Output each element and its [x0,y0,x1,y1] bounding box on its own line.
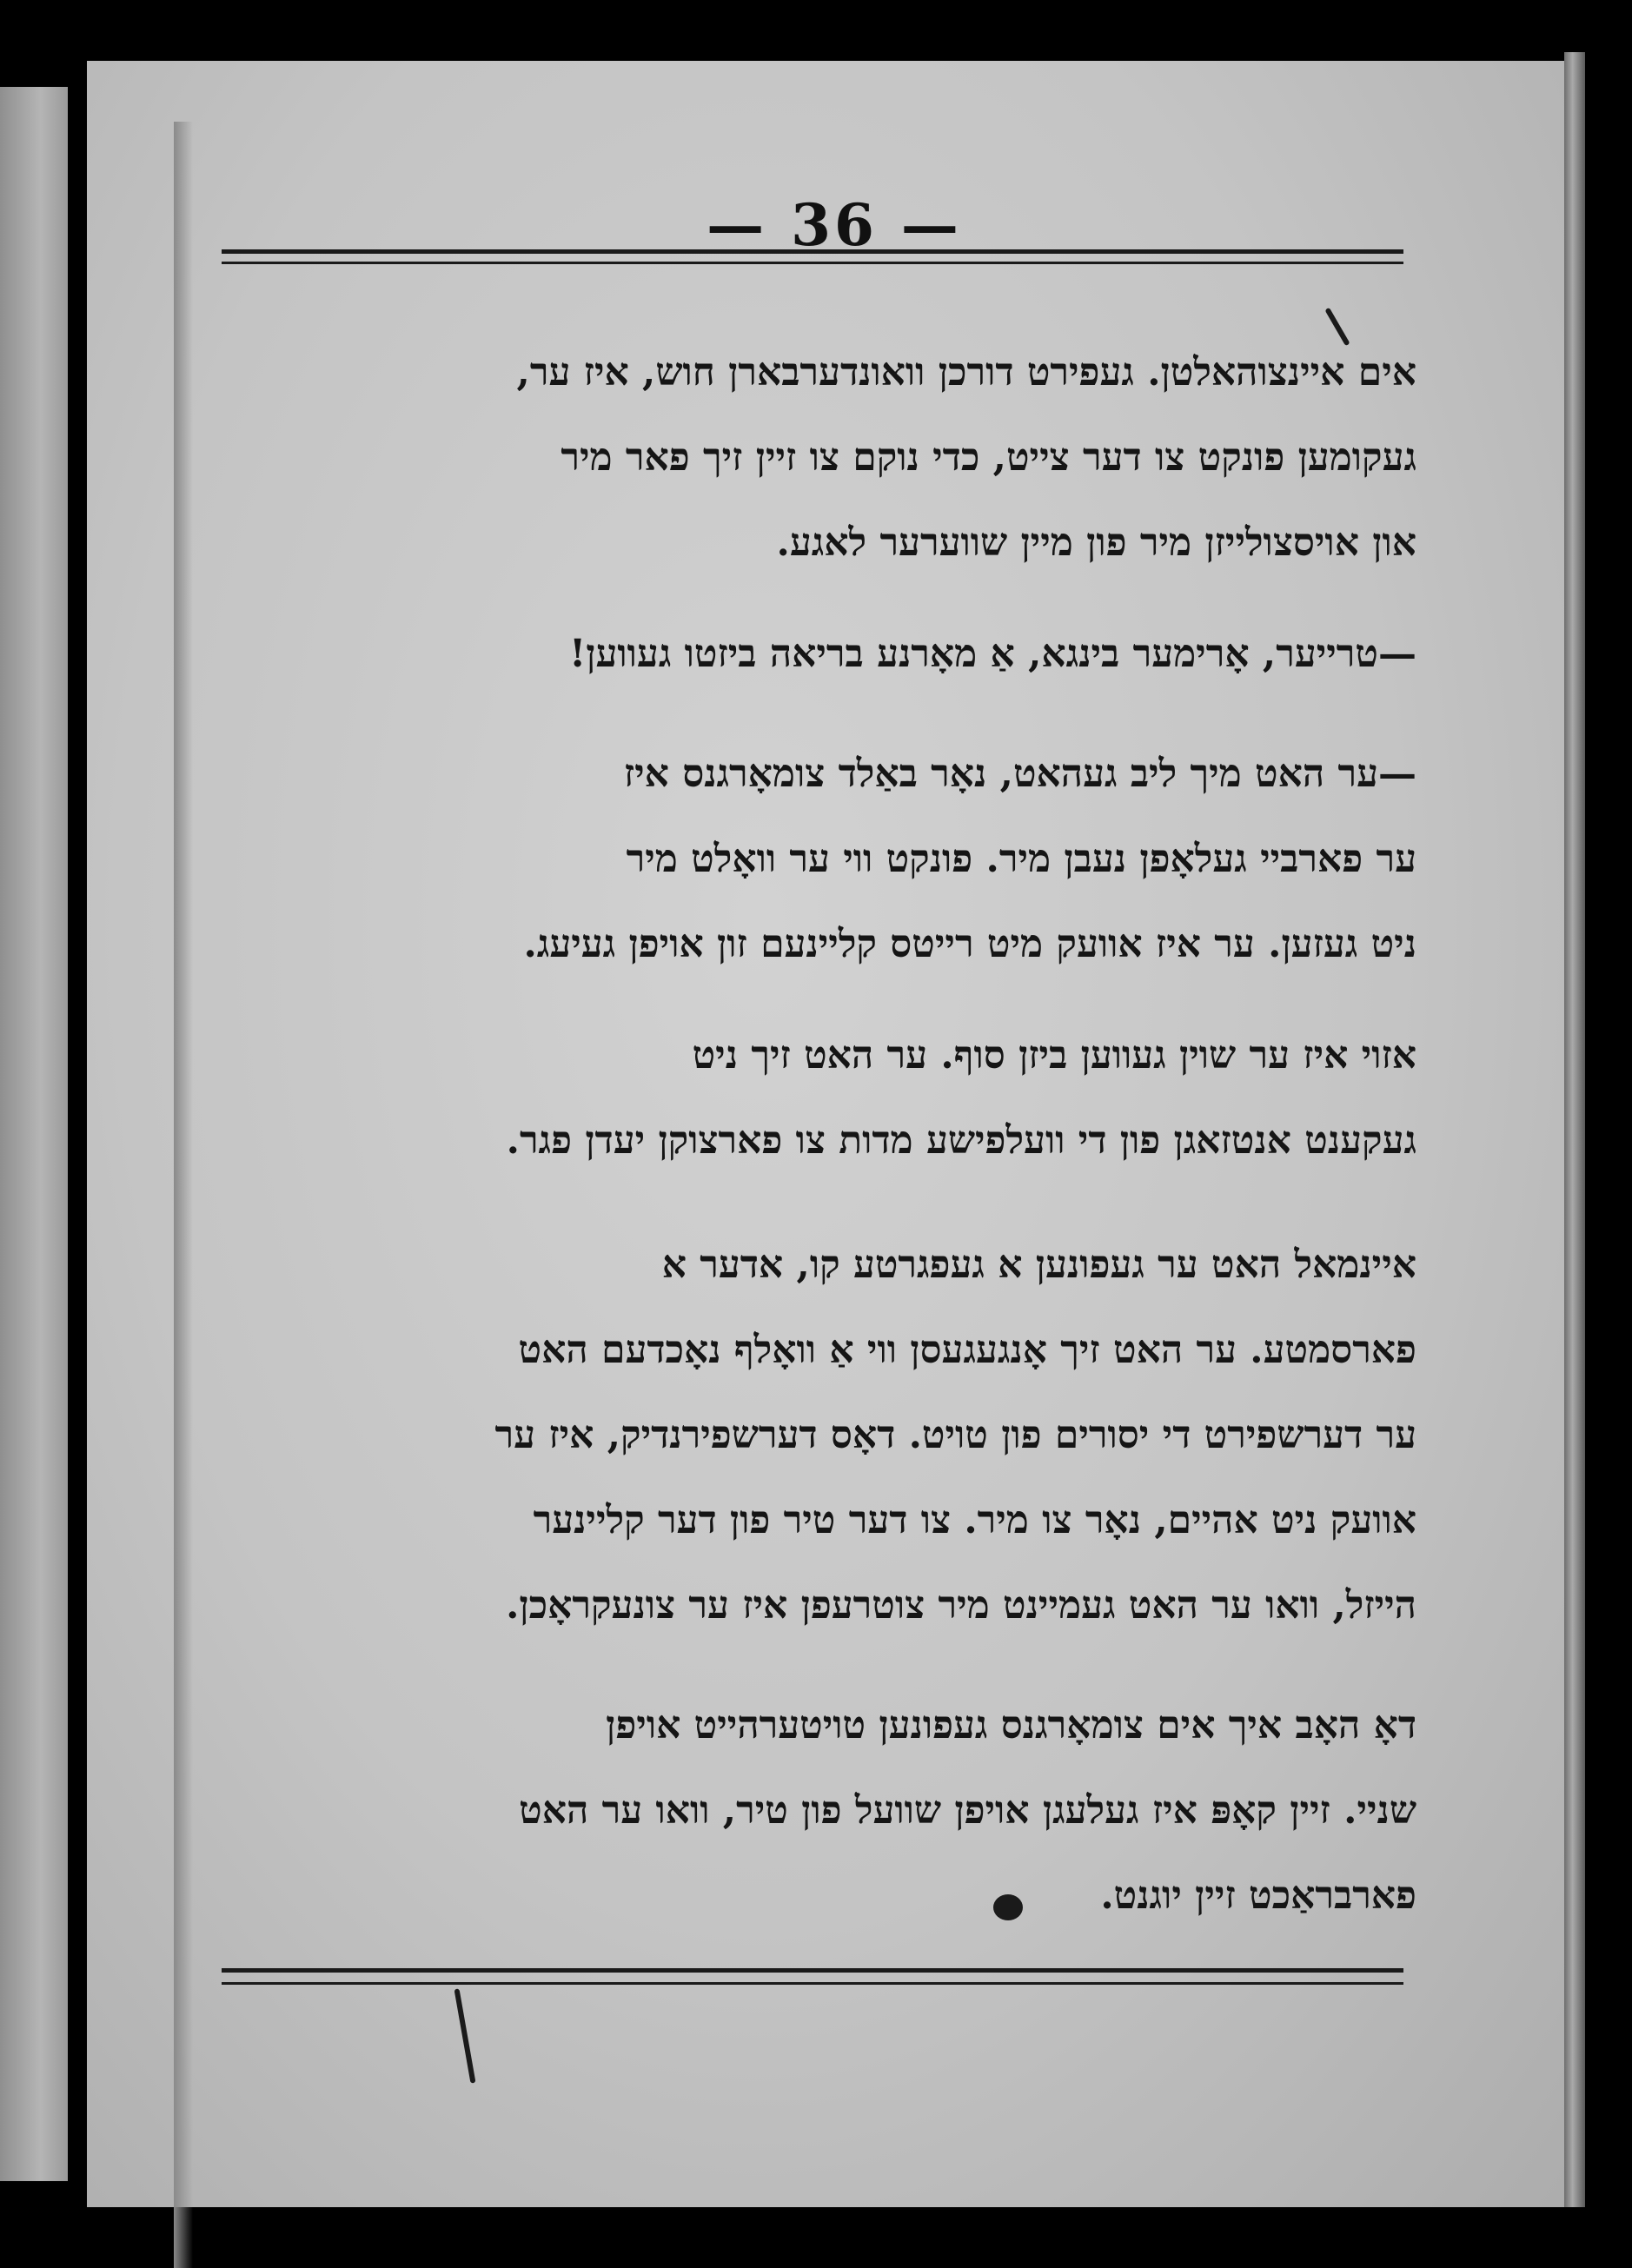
text-line: דאָ האָב איך אים צומאָרגנס געפונען טויטערהייט אויפן [606,1703,1416,1747]
text-line: פארסמטע. ער האט זיך אָנגעגעסן ווי אַ וואָלף נאָכדעם האט [518,1328,1416,1372]
text-line: ער פארביי געלאָפן נעבן מיר. פונקט ווי ער וואָלט מיר [626,837,1416,881]
text-line: געקומען פונקט צו דער צייט, כדי נוקם צו זיין זיך פאר מיר [561,435,1416,480]
paragraph-2 [217,612,1416,697]
text-line: שניי. זיין קאָפּ איז געלעגן אויפן שוועל פון טיר, וואו ער האט [519,1788,1416,1833]
text-line: איינמאל האט ער געפונען א געפגרטע קו, אדער א [661,1243,1416,1287]
text-line: ניט געזען. ער איז אוועק מיט רייטס קליינעם זון אויפן געיעג. [523,922,1416,966]
footer-rule-top [222,1968,1403,1973]
header-rule-bottom [222,262,1403,264]
paragraph-5 [217,1223,1416,1648]
page-number: — 36 — [707,191,962,259]
paragraph-4 [217,1013,1416,1184]
previous-page-edge [0,87,68,2181]
paragraph-1 [217,330,1416,586]
paragraph-6 [217,1683,1416,1939]
body-text [217,330,1416,1939]
paragraph-3 [217,732,1416,987]
text-line: אים איינצוהאלטן. געפירט דורכן וואונדערבארן חוש, איז ער, [516,350,1416,395]
book-page [87,61,1582,2207]
text-line: —ער האט מיך ליב געהאט, נאָר באַלד צומאָרגנס איז [623,752,1416,796]
page-gutter-shadow [174,122,193,2268]
text-line: אוועק ניט אהיים, נאָר צו מיר. צו דער טיר פון דער קליינער [533,1498,1416,1542]
text-line: הייזל, וואו ער האט געמיינט מיר צוטרעפן איז ער צונעקראָכן. [506,1583,1416,1628]
text-line: און אויסצולייזן מיר פון מיין שווערער לאגע. [776,521,1416,565]
footer-rule-bottom [222,1982,1403,1985]
ink-blot [993,1894,1023,1920]
text-line: געקענט אנטזאגן פון די וועלפישע מדות צו פארצוקן יעדן פגר. [506,1118,1416,1163]
text-line: אזוי איז ער שוין געווען ביזן סוף. ער האט זיך ניט [692,1033,1416,1078]
header-rule-top [222,249,1403,254]
text-line: ער דערשפירט די יסורים פון טויט. דאָס דערשפירנדיק, איז ער [494,1413,1416,1457]
text-line: פארבראַכט זיין יוגנט. [1100,1873,1416,1918]
page-right-edge [1564,52,1585,2207]
ink-scratch [454,1988,475,2083]
text-line: —טרייער, אָרימער בינגא, אַ מאָרנע בריאה ביזטו געווען! [568,632,1416,676]
